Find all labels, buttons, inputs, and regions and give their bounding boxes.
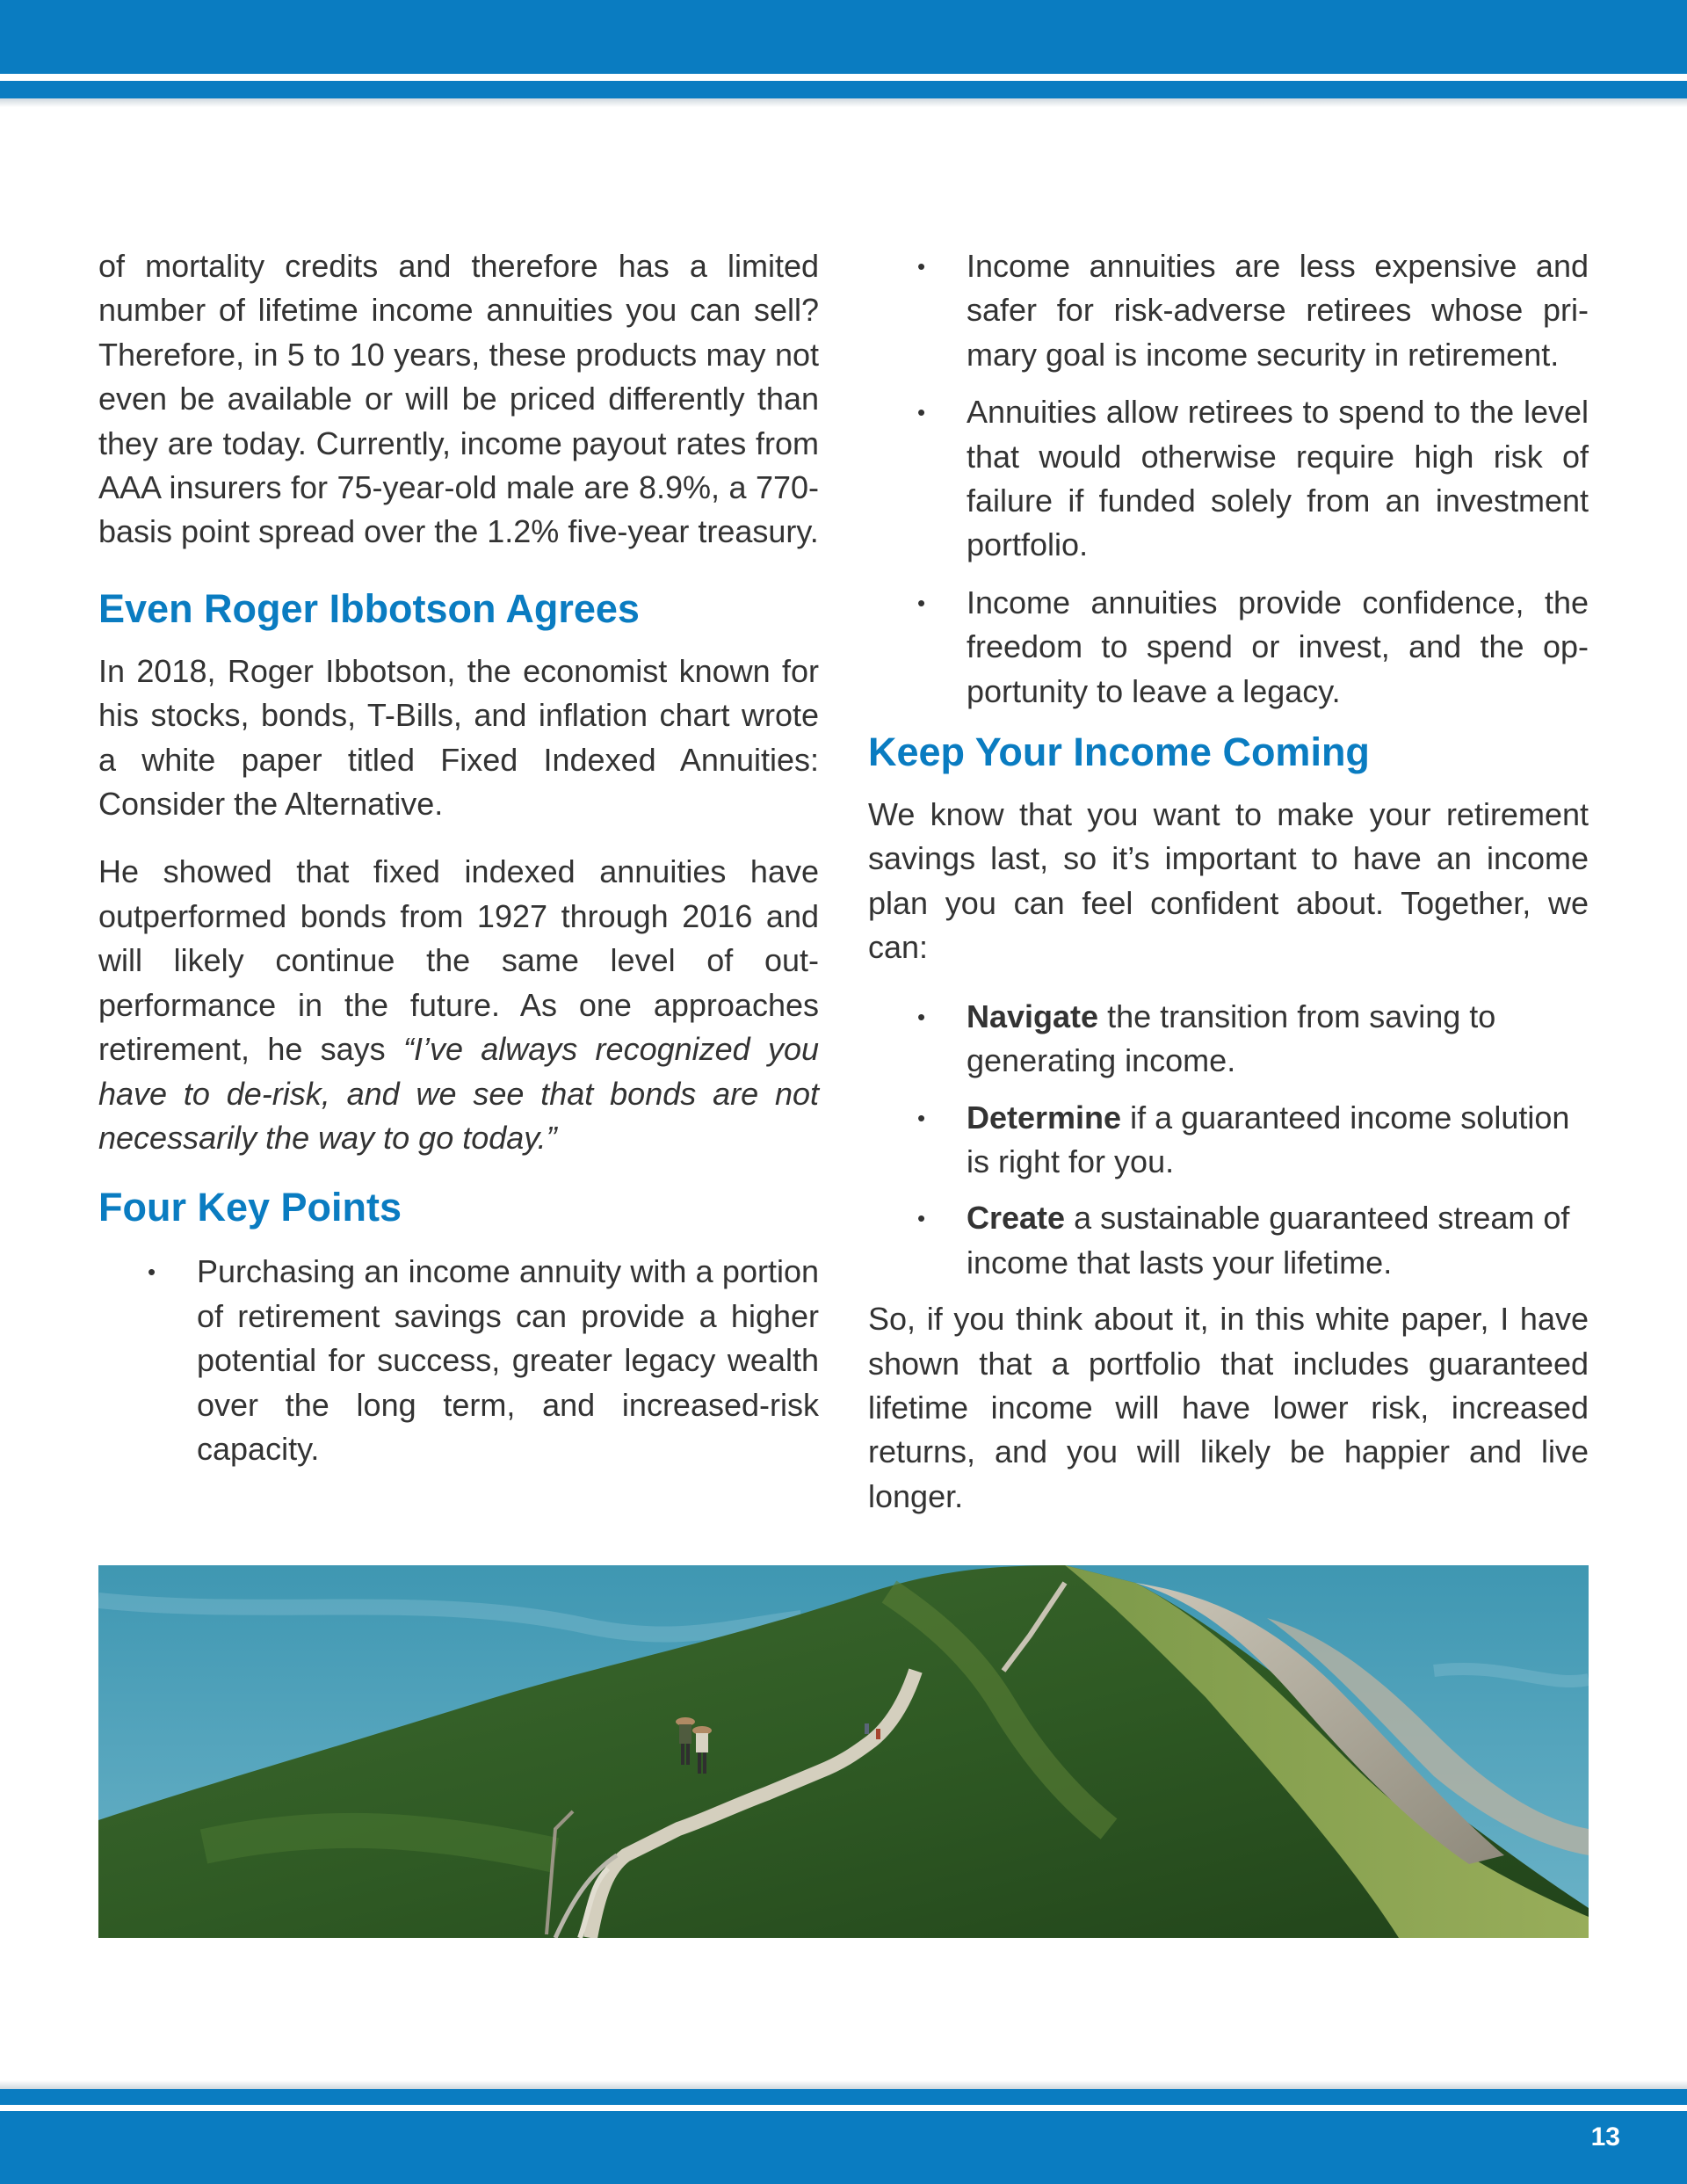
footer-stripe [0, 2089, 1687, 2105]
footer-gap [0, 2105, 1687, 2111]
key-points-list-left [98, 1250, 819, 1471]
header-bar [0, 0, 1687, 74]
action-text: if a guaranteed income solution is right for you. [967, 1099, 1570, 1179]
list-item [868, 1196, 1589, 1285]
closing-paragraph: So, if you think about it, in this white paper, I have shown that a portfolio that includes guaranteed lifetime income will have lower risk, increased returns, and you will likely be happier and live longer. [868, 1301, 1589, 1514]
list-item [98, 1250, 819, 1471]
footer-bar [0, 2111, 1687, 2184]
list-item [868, 581, 1589, 714]
mountain-landscape-illustration [98, 1565, 1589, 1938]
bullet-icon: • [917, 1104, 926, 1131]
key-points-list-right [868, 244, 1589, 714]
bullet-icon: • [917, 589, 926, 616]
list-item-text: Purchasing an income annuity with a portion of retirement savings can provide a higher potential for success, greater legacy wealth over the long term, and increased-risk capacity. [197, 1253, 819, 1467]
list-item [868, 995, 1589, 1084]
intro-paragraph: of mortality credits and therefore has a limited number of lifetime income annuities you can sell? Therefore, in 5 to 10 years, these products may not even be available or will be priced differently than they are today. Currently, income payout rates from AAA insurers for 75-year-old male are 8.9%, a 770-basis point spread over the 1.2% five-year treasury. [98, 248, 819, 550]
list-item-text: Income annuities are less expensive and safer for risk-adverse retirees whose primary goal is income security in retirement. [967, 248, 1589, 373]
keep-paragraph: We know that you want to make your retirement savings last, so it’s important to have an income plan you can feel confident about. Together, we can: [868, 796, 1589, 966]
action-text: the transition from saving to generating income. [967, 998, 1496, 1079]
action-list [868, 995, 1589, 1285]
footer-shadow [0, 2080, 1687, 2089]
header-gap [0, 74, 1687, 81]
action-keyword: Navigate [967, 998, 1099, 1034]
roger-paragraph-2 [98, 850, 819, 1160]
roger-paragraph-1: In 2018, Roger Ibbotson, the economist known for his stocks, bonds, T-Bills, and inflation chart wrote a white paper titled Fixed Indexed Annuities: Consider the Alternative. [98, 652, 819, 823]
heading-keep-income-coming: Keep Your Income Coming [868, 729, 1370, 775]
action-keyword: Determine [967, 1099, 1122, 1136]
heading-four-key-points: Four Key Points [98, 1185, 402, 1230]
bullet-icon: • [917, 253, 926, 279]
bullet-icon: • [917, 399, 926, 426]
list-item-text: Income annuities provide confidence, the freedom to spend or invest, and the opportunity to leave a legacy. [967, 584, 1589, 709]
action-keyword: Create [967, 1200, 1066, 1237]
left-column [98, 244, 819, 1471]
ibbotson-quote: “I’ve always recognized you have to de-risk, and we see that bonds are not necessarily the way to go today.” [98, 1031, 819, 1156]
list-item [868, 1096, 1589, 1185]
list-item-text: Annuities allow retirees to spend to the level that would otherwise require high risk of failure if funded solely from an investment portfolio. [967, 394, 1589, 563]
list-item [868, 244, 1589, 377]
bullet-icon: • [917, 1205, 926, 1232]
bullet-icon: • [148, 1259, 156, 1286]
header-shadow [0, 98, 1687, 107]
list-item [868, 390, 1589, 568]
roger-paragraph-2-text: He showed that fixed indexed annuities have outperformed bonds from 1927 through 2016 and will likely continue the same level of outperformance in the future. As one approaches retirement, he says [98, 853, 819, 1068]
action-text: a sustainable guaranteed stream of income that lasts your lifetime. [967, 1200, 1570, 1281]
mountain-hikers-photo [98, 1565, 1589, 1938]
header-stripe [0, 81, 1687, 98]
page-number: 13 [1590, 2122, 1620, 2151]
right-column [868, 244, 1589, 1519]
bullet-icon: • [917, 1003, 926, 1030]
heading-roger-ibbotson: Even Roger Ibbotson Agrees [98, 585, 640, 631]
